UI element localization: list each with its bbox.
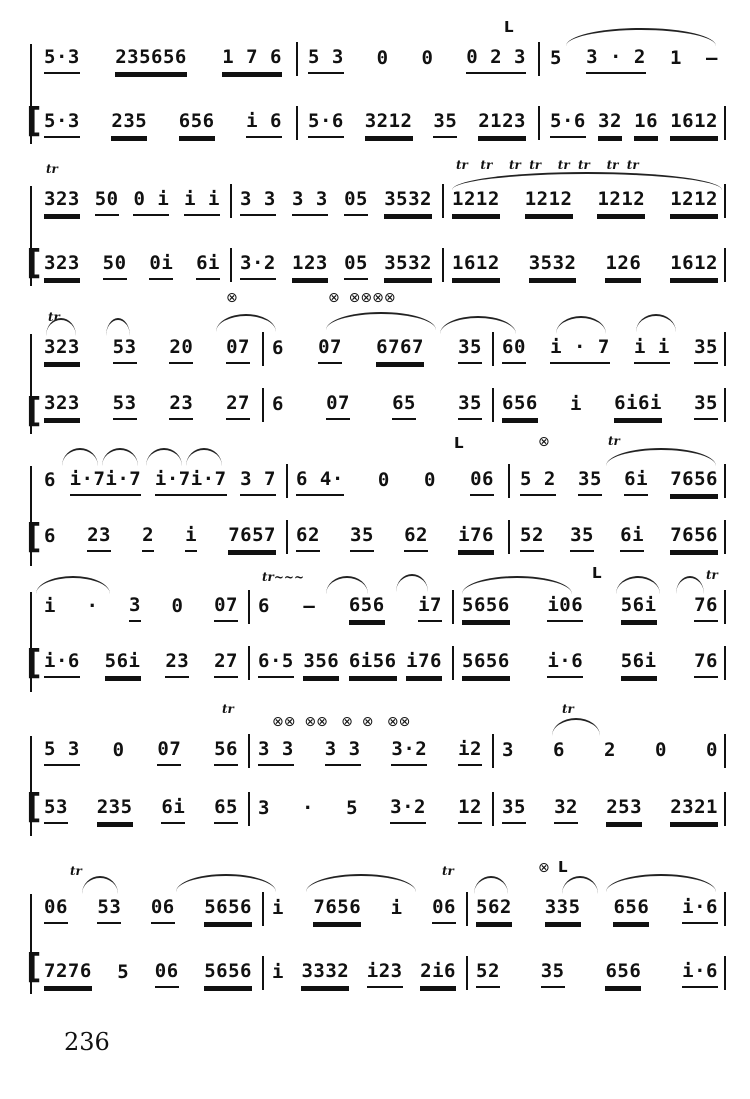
note-group: 07 [157, 738, 181, 766]
measure [266, 328, 488, 372]
measure [290, 460, 500, 504]
note-group: 5·6 [308, 110, 344, 138]
barline [724, 956, 726, 990]
note-group: 5 2 [520, 468, 556, 496]
note-group: 53 [113, 392, 137, 420]
note-group: 656 [605, 960, 641, 988]
note-group: 0 [424, 469, 436, 491]
page-number: 236 [64, 1028, 110, 1056]
measure [266, 888, 462, 932]
barline [492, 332, 494, 366]
barline [724, 892, 726, 926]
note-group: 3532 [529, 252, 577, 280]
note-group: 5 [117, 961, 130, 983]
barline [492, 792, 494, 826]
note-group: 0 [376, 47, 389, 69]
note-group: 52 [520, 524, 544, 552]
note-group: 1612 [670, 110, 718, 138]
lower-staff [26, 947, 726, 996]
note-group: 656 [179, 110, 215, 138]
note-group: 7276 [44, 960, 92, 988]
measure [252, 730, 488, 774]
note-group: 253 [606, 796, 642, 824]
trill-mark: tr [222, 702, 234, 716]
note-group: 7656 [313, 896, 361, 924]
note-group: 6i [624, 468, 648, 496]
note-group: 6 [272, 393, 284, 415]
note-group: 5656 [462, 650, 510, 678]
barline [296, 42, 298, 76]
system-bracket-hook: [ [26, 787, 42, 827]
measure [38, 384, 256, 428]
note-group: 07 [226, 336, 250, 364]
note-group: 6767 [376, 336, 424, 364]
system-bracket-hook: [ [26, 643, 42, 683]
note-group: 3 3 [325, 738, 361, 766]
note-group: 6i [196, 252, 220, 280]
note-group: 35 [694, 336, 718, 364]
note-group: 35 [458, 392, 482, 420]
upper-staff [26, 730, 726, 774]
measure [252, 642, 448, 686]
note-group: i [44, 595, 56, 617]
measure [456, 586, 724, 630]
measure [514, 516, 724, 560]
note-group: 5 3 [44, 738, 80, 766]
barline [286, 464, 288, 498]
trill-mark: tr tr tr tr tr tr tr tr [456, 158, 639, 172]
measure [38, 244, 226, 288]
barline [508, 464, 510, 498]
barline [262, 892, 264, 926]
barline [724, 464, 726, 498]
note-group: 6i56 [349, 650, 397, 678]
barline [452, 646, 454, 680]
note-group: 07 [318, 336, 342, 364]
cross-circle-mark: ⊗⊗ ⊗⊗ ⊗ ⊗ ⊗⊗ [272, 714, 411, 730]
barline [262, 956, 264, 990]
barline [230, 248, 232, 282]
measure [38, 180, 226, 224]
note-group: i·7i·7 [70, 468, 142, 496]
measure [234, 180, 438, 224]
l-mark: L [504, 18, 514, 36]
note-group: 235 [97, 796, 133, 824]
note-group: 1212 [525, 188, 573, 216]
note-group: 3 [502, 739, 514, 761]
barline [230, 184, 232, 218]
slur-mark [566, 28, 716, 46]
note-group: i2 [458, 738, 482, 766]
note-group: 3 [258, 797, 270, 819]
measure [514, 460, 724, 504]
barline [492, 388, 494, 422]
note-group: 323 [44, 188, 80, 216]
note-group: · [86, 595, 99, 617]
note-group: i76 [406, 650, 442, 678]
upper-staff [26, 180, 726, 224]
measure [38, 642, 244, 686]
trill-mark: tr [706, 568, 718, 582]
note-group: 3532 [384, 188, 432, 216]
note-group: 3332 [301, 960, 349, 988]
note-group: 07 [214, 594, 238, 622]
note-group: 6i6i [614, 392, 662, 420]
measure [456, 642, 724, 686]
note-group: i [272, 961, 284, 983]
note-group: 0 2 3 [466, 46, 526, 74]
barline [724, 332, 726, 366]
measure [38, 460, 282, 504]
measure [266, 384, 488, 428]
note-group: 35 [350, 524, 374, 552]
note-group: 23 [87, 524, 111, 552]
barline [538, 106, 540, 140]
note-group: 3 · 2 [586, 46, 646, 74]
note-group: i06 [547, 594, 583, 622]
note-group: 27 [226, 392, 250, 420]
barline [724, 792, 726, 826]
note-group: 62 [404, 524, 428, 552]
lower-staff [26, 244, 726, 288]
note-group: 5 [550, 47, 562, 69]
barline [724, 646, 726, 680]
note-group: 0 [171, 595, 184, 617]
measure [38, 586, 244, 630]
barline [724, 734, 726, 768]
upper-staff [26, 586, 726, 630]
note-group: 50 [95, 188, 119, 216]
note-group: 3·2 [240, 252, 276, 280]
note-group: 1612 [452, 252, 500, 280]
measure [38, 516, 282, 560]
note-group: 35 [433, 110, 457, 138]
measure [544, 102, 724, 146]
note-group: 06 [155, 960, 179, 988]
barline [262, 332, 264, 366]
note-group: 05 [344, 252, 368, 280]
system-bracket-hook: [ [26, 517, 42, 557]
barline [724, 184, 726, 218]
measure [252, 788, 488, 832]
note-group: 12 [458, 796, 482, 824]
measure [496, 788, 724, 832]
barline [442, 248, 444, 282]
note-group: 32 [598, 110, 622, 138]
note-group: 6 [553, 739, 565, 761]
barline [466, 956, 468, 990]
note-group: · [302, 797, 314, 819]
note-group: 23 [165, 650, 189, 678]
barline [248, 734, 250, 768]
note-group: i i [634, 336, 670, 364]
note-group: 3 3 [240, 188, 276, 216]
note-group: 5656 [204, 896, 252, 924]
note-group: 5·6 [550, 110, 586, 138]
note-group: 52 [476, 960, 500, 988]
note-group: i·6 [44, 650, 80, 678]
barline [508, 520, 510, 554]
note-group: 76 [694, 594, 718, 622]
note-group: i7 [418, 594, 442, 622]
note-group: 1212 [597, 188, 645, 216]
barline [724, 248, 726, 282]
note-group: 35 [570, 524, 594, 552]
measure [252, 586, 448, 630]
note-group: 35 [502, 796, 526, 824]
measure [38, 888, 258, 932]
barline [248, 590, 250, 624]
note-group: 65 [392, 392, 416, 420]
measure [302, 102, 532, 146]
measure [446, 180, 724, 224]
note-group: 656 [349, 594, 385, 622]
note-group: 5·3 [44, 46, 80, 74]
barline [724, 590, 726, 624]
note-group: 56i [621, 650, 657, 678]
measure [470, 952, 724, 996]
note-group: 23 [169, 392, 193, 420]
note-group: 2i6 [420, 960, 456, 988]
note-group: 323 [44, 336, 80, 364]
system-bracket-hook: [ [26, 243, 42, 283]
system-bracket-hook: [ [26, 947, 42, 987]
note-group: 35 [578, 468, 602, 496]
barline [296, 106, 298, 140]
note-group: 0i [149, 252, 173, 280]
note-group: 126 [605, 252, 641, 280]
note-group: 56i [105, 650, 141, 678]
trill-mark: tr [442, 864, 454, 878]
note-group: 7657 [228, 524, 276, 552]
note-group: 56i [621, 594, 657, 622]
lower-staff [26, 642, 726, 686]
note-group: 1212 [670, 188, 718, 216]
barline [286, 520, 288, 554]
note-group: 1 7 6 [222, 46, 282, 74]
system-bracket-hook: [ [26, 101, 42, 141]
note-group: 2123 [478, 110, 526, 138]
note-group: 0 [112, 739, 125, 761]
note-group: 3 [129, 594, 141, 622]
trill-mark: tr [46, 162, 58, 176]
lower-staff [26, 384, 726, 431]
barline [466, 892, 468, 926]
note-group: 35 [694, 392, 718, 420]
note-group: 0 [421, 47, 434, 69]
note-group: 06 [151, 896, 175, 924]
note-group: 2 [604, 739, 616, 761]
articulation-marks [26, 290, 726, 330]
measure [38, 38, 288, 82]
note-group: 16 [634, 110, 658, 138]
measure [38, 102, 288, 146]
note-group: 27 [214, 650, 238, 678]
barline [724, 388, 726, 422]
upper-staff [26, 460, 726, 504]
note-group: 6i [161, 796, 185, 824]
note-group: i76 [458, 524, 494, 552]
note-group: 5 [346, 797, 359, 819]
lower-staff [26, 788, 726, 832]
note-group: 235 [111, 110, 147, 138]
note-group: 3 7 [240, 468, 276, 496]
measure [38, 328, 256, 372]
barline [262, 388, 264, 422]
note-group: 6 [44, 469, 56, 491]
note-group: i·7i·7 [155, 468, 227, 496]
trill-mark: tr [562, 702, 574, 716]
measure [446, 244, 724, 288]
note-group: 2321 [670, 796, 718, 824]
note-group: 6 [272, 337, 284, 359]
note-group: i23 [367, 960, 403, 988]
note-group: 5656 [204, 960, 252, 988]
trill-mark: tr~~~ [262, 570, 305, 584]
cross-circle-mark: ⊗ [538, 434, 550, 450]
measure [38, 730, 244, 774]
note-group: 562 [476, 896, 512, 924]
note-group: 0 [706, 739, 718, 761]
measure [234, 244, 438, 288]
note-group: 53 [113, 336, 137, 364]
note-group: 1212 [452, 188, 500, 216]
note-group: 06 [44, 896, 68, 924]
note-group: 2 [142, 524, 154, 552]
barline [248, 646, 250, 680]
note-group: 60 [502, 336, 526, 364]
barline [724, 106, 726, 140]
note-group: i·6 [682, 896, 718, 924]
note-group: 1 [669, 47, 682, 69]
note-group: 35 [458, 336, 482, 364]
cross-circle-mark: ⊗ ⊗⊗⊗⊗ [328, 290, 396, 306]
note-group: 3532 [384, 252, 432, 280]
note-group: i·6 [547, 650, 583, 678]
note-group: 65 [214, 796, 238, 824]
note-group: 6i [620, 524, 644, 552]
note-group: 35 [541, 960, 565, 988]
note-group: 20 [169, 336, 193, 364]
measure [266, 952, 462, 996]
note-group: 656 [613, 896, 649, 924]
note-group: i·6 [682, 960, 718, 988]
note-group: – [706, 47, 718, 69]
barline [538, 42, 540, 76]
note-group: 5 3 [308, 46, 344, 74]
note-group: 3·2 [390, 796, 426, 824]
note-group: 656 [502, 392, 538, 420]
cross-circle-mark: ⊗ [226, 290, 238, 306]
trill-mark: tr [608, 434, 620, 448]
measure [496, 328, 724, 372]
note-group: 3 3 [292, 188, 328, 216]
note-group: i [570, 393, 582, 415]
note-group: 6·5 [258, 650, 294, 678]
note-group: 5·3 [44, 110, 80, 138]
note-group: 235656 [115, 46, 187, 74]
note-group: 56 [214, 738, 238, 766]
note-group: i 6 [246, 110, 282, 138]
measure [38, 788, 244, 832]
upper-staff [26, 328, 726, 372]
note-group: 323 [44, 392, 80, 420]
barline [248, 792, 250, 826]
measure [38, 952, 258, 996]
note-group: 05 [344, 188, 368, 216]
measure [496, 730, 724, 774]
articulation-marks [26, 858, 726, 888]
note-group: 76 [694, 650, 718, 678]
cross-circle-mark: ⊗ [538, 860, 550, 876]
note-group: 06 [432, 896, 456, 924]
measure [290, 516, 500, 560]
note-group: 50 [103, 252, 127, 280]
note-group: 335 [545, 896, 581, 924]
note-group: – [303, 595, 316, 617]
l-mark: L [592, 564, 602, 582]
note-group: 0 [377, 469, 390, 491]
system-bracket-hook: [ [26, 391, 42, 431]
note-group: 6 [44, 525, 56, 547]
measure [470, 888, 724, 932]
note-group: 7656 [670, 468, 718, 496]
barline [724, 520, 726, 554]
note-group: 53 [97, 896, 121, 924]
lower-staff [26, 102, 726, 146]
trill-mark: tr [70, 864, 82, 878]
note-group: 0 i [133, 188, 169, 216]
note-group: i · 7 [550, 336, 610, 364]
note-group: 3 3 [258, 738, 294, 766]
note-group: 32 [554, 796, 578, 824]
note-group: 7656 [670, 524, 718, 552]
note-group: 3212 [365, 110, 413, 138]
upper-staff [26, 888, 726, 932]
note-group: 323 [44, 252, 80, 280]
l-mark: L [558, 858, 568, 876]
note-group: i [185, 524, 197, 552]
note-group: 53 [44, 796, 68, 824]
note-group: 123 [292, 252, 328, 280]
note-group: 06 [470, 468, 494, 496]
note-group: 0 [655, 739, 667, 761]
trill-mark: tr [48, 310, 60, 324]
note-group: i i [184, 188, 220, 216]
note-group: 3·2 [391, 738, 427, 766]
note-group: 356 [303, 650, 339, 678]
note-group: 1612 [670, 252, 718, 280]
note-group: 5656 [462, 594, 510, 622]
lower-staff [26, 516, 726, 560]
note-group: i [390, 897, 403, 919]
note-group: 6 4· [296, 468, 344, 496]
note-group: 6 [258, 595, 270, 617]
note-group: 07 [326, 392, 350, 420]
articulation-marks [26, 16, 726, 42]
barline [452, 590, 454, 624]
note-group: i [272, 897, 284, 919]
articulation-marks [26, 704, 726, 730]
l-mark: L [454, 434, 464, 452]
note-group: 62 [296, 524, 320, 552]
barline [442, 184, 444, 218]
barline [492, 734, 494, 768]
measure [496, 384, 724, 428]
measure [302, 38, 532, 82]
